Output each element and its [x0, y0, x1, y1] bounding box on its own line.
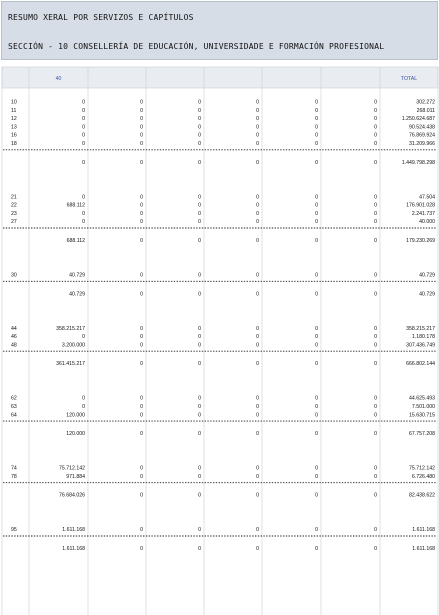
- cell-value: 0: [374, 124, 377, 131]
- cell-value: 0: [256, 325, 259, 332]
- cell-value: 0: [82, 116, 85, 123]
- subtotal-value: 0: [315, 431, 318, 438]
- cell-value: 0: [198, 325, 201, 332]
- subtotal-total: 82.438.622: [409, 492, 435, 499]
- row-total: 6.726.480: [411, 473, 435, 480]
- cell-value: 0: [82, 404, 85, 410]
- cell-value: 0: [198, 395, 201, 402]
- subtotal-total: 1.449.798.298: [401, 159, 435, 166]
- subtotal-value: 0: [256, 361, 259, 368]
- cell-value: 0: [140, 342, 143, 349]
- cell-value: 0: [315, 141, 318, 147]
- cell-value: 0: [374, 395, 377, 402]
- cell-value: 0: [82, 219, 85, 226]
- cell-value: 0: [198, 334, 201, 341]
- subtotal-value: 0: [256, 291, 259, 298]
- row-code: 46: [11, 334, 17, 341]
- subtotal-value: 0: [315, 291, 318, 298]
- subtotal-value: 0: [315, 238, 318, 244]
- row-total: 307.436.749: [406, 342, 435, 349]
- cell-value: 0: [256, 412, 259, 419]
- cell-value: 0: [315, 202, 318, 209]
- cell-value: 0: [256, 116, 259, 123]
- row-code: 95: [11, 527, 17, 534]
- subtotal-value: 1.611.168: [62, 546, 85, 552]
- cell-value: 0: [140, 412, 143, 419]
- cell-value: 0: [315, 334, 318, 341]
- subtotal-value: 0: [256, 431, 259, 438]
- cell-value: 0: [256, 210, 259, 217]
- cell-value: 0: [198, 272, 201, 279]
- row-total: 76.869.924: [409, 132, 435, 139]
- row-code: 21: [11, 194, 17, 201]
- subtotal-value: 40.729: [69, 291, 85, 298]
- row-total: 40.729: [419, 272, 435, 279]
- cell-value: 0: [140, 395, 143, 402]
- cell-value: 0: [374, 473, 377, 480]
- cell-value: 0: [256, 141, 259, 147]
- cell-value: 0: [256, 334, 259, 341]
- column-header-band: [2, 67, 438, 88]
- cell-value: 0: [82, 334, 85, 341]
- subtotal-value: 0: [140, 431, 143, 438]
- cell-value: 0: [198, 342, 201, 349]
- cell-value: 0: [82, 194, 85, 201]
- cell-value: 0: [82, 395, 85, 402]
- subtotal-value: 0: [198, 361, 201, 368]
- subtotal-value: 0: [374, 238, 377, 244]
- cell-value: 0: [315, 473, 318, 480]
- cell-value: 0: [315, 99, 318, 106]
- cell-value: 0: [140, 202, 143, 209]
- row-code: 30: [11, 272, 17, 279]
- cell-value: 0: [374, 325, 377, 332]
- cell-value: 0: [315, 194, 318, 201]
- subtotal-value: 0: [374, 291, 377, 298]
- row-total: 31.209.966: [409, 141, 435, 147]
- row-total: 268.011: [416, 107, 435, 114]
- cell-value: 0: [315, 404, 318, 410]
- cell-value: 0: [198, 465, 201, 472]
- cell-value: 0: [315, 107, 318, 114]
- cell-value: 0: [198, 219, 201, 226]
- cell-value: 0: [374, 272, 377, 279]
- subtotal-total: 67.757.208: [409, 431, 435, 438]
- cell-value: 0: [140, 99, 143, 106]
- row-code: 74: [11, 465, 17, 472]
- subtotal-value: 0: [198, 431, 201, 438]
- cell-value: 75.712.142: [59, 465, 85, 472]
- subtotal-total: 666.802.144: [406, 361, 435, 368]
- row-code: 12: [11, 116, 17, 123]
- cell-value: 358.215.217: [56, 325, 85, 332]
- cell-value: 0: [374, 132, 377, 139]
- cell-value: 0: [198, 473, 201, 480]
- cell-value: 0: [140, 404, 143, 410]
- cell-value: 0: [82, 141, 85, 147]
- subtotal-value: 0: [256, 546, 259, 552]
- column-header-total: TOTAL: [400, 76, 418, 82]
- subtotal-value: 0: [256, 492, 259, 499]
- section-title: SECCIÓN - 10 CONSELLERÍA DE EDUCACIÓN, UNIVERSIDADE E FORMACIÓN PROFESIONAL: [8, 42, 385, 51]
- row-total: 15.630.715: [409, 412, 435, 419]
- row-code: 62: [11, 395, 17, 402]
- cell-value: 0: [256, 395, 259, 402]
- row-total: 47.504: [419, 194, 435, 201]
- cell-value: 0: [256, 99, 259, 106]
- cell-value: 1.611.168: [62, 527, 85, 534]
- cell-value: 0: [198, 202, 201, 209]
- cell-value: 0: [315, 210, 318, 217]
- report-title: RESUMO XERAL POR SERVIZOS E CAPÍTULOS: [8, 13, 194, 22]
- row-code: 48: [11, 342, 17, 349]
- subtotal-value: 0: [256, 159, 259, 166]
- cell-value: 0: [82, 99, 85, 106]
- row-code: 16: [11, 132, 17, 139]
- row-total: 90.524.438: [409, 124, 435, 131]
- subtotal-value: 0: [374, 159, 377, 166]
- cell-value: 0: [315, 132, 318, 139]
- cell-value: 0: [82, 124, 85, 131]
- subtotal-value: 0: [374, 492, 377, 499]
- row-total: 358.215.217: [406, 325, 435, 332]
- cell-value: 0: [315, 219, 318, 226]
- cell-value: 0: [82, 107, 85, 114]
- cell-value: 0: [198, 124, 201, 131]
- subtotal-value: 0: [198, 291, 201, 298]
- cell-value: 0: [374, 210, 377, 217]
- subtotal-value: 0: [315, 361, 318, 368]
- cell-value: 0: [374, 107, 377, 114]
- cell-value: 0: [140, 219, 143, 226]
- cell-value: 0: [140, 527, 143, 534]
- cell-value: 0: [198, 132, 201, 139]
- subtotal-total: 40.729: [419, 291, 435, 298]
- cell-value: 0: [198, 527, 201, 534]
- cell-value: 0: [198, 404, 201, 410]
- row-total: 75.712.142: [409, 465, 435, 472]
- row-total: 176.901.028: [406, 202, 435, 209]
- cell-value: 0: [374, 404, 377, 410]
- cell-value: 0: [198, 194, 201, 201]
- subtotal-total: 1.611.168: [412, 546, 435, 552]
- subtotal-value: 0: [140, 492, 143, 499]
- row-total: 1.250.624.687: [401, 116, 435, 123]
- subtotal-value: 0: [374, 546, 377, 552]
- subtotal-value: 0: [198, 492, 201, 499]
- cell-value: 0: [140, 465, 143, 472]
- cell-value: 0: [140, 473, 143, 480]
- cell-value: 0: [374, 465, 377, 472]
- cell-value: 971.884: [66, 473, 85, 480]
- cell-value: 0: [374, 219, 377, 226]
- row-code: 27: [11, 219, 17, 226]
- cell-value: 0: [198, 210, 201, 217]
- subtotal-value: 0: [140, 361, 143, 368]
- cell-value: 0: [256, 132, 259, 139]
- cell-value: 0: [256, 527, 259, 534]
- cell-value: 0: [315, 412, 318, 419]
- subtotal-value: 0: [256, 238, 259, 244]
- cell-value: 0: [374, 334, 377, 341]
- subtotal-value: 0: [140, 546, 143, 552]
- row-code: 64: [11, 412, 17, 419]
- cell-value: 0: [198, 412, 201, 419]
- cell-value: 0: [374, 194, 377, 201]
- cell-value: 0: [140, 210, 143, 217]
- row-code: 63: [11, 404, 17, 410]
- row-code: 18: [11, 141, 17, 147]
- row-code: 44: [11, 325, 17, 332]
- cell-value: 0: [256, 404, 259, 410]
- cell-value: 0: [315, 527, 318, 534]
- cell-value: 0: [140, 124, 143, 131]
- row-code: 13: [11, 124, 17, 131]
- row-total: 7.501.000: [411, 404, 435, 410]
- cell-value: 3.200.000: [61, 342, 85, 349]
- cell-value: 0: [374, 116, 377, 123]
- cell-value: 0: [140, 334, 143, 341]
- cell-value: 0: [140, 116, 143, 123]
- subtotal-value: 0: [140, 159, 143, 166]
- cell-value: 0: [140, 272, 143, 279]
- cell-value: 0: [374, 527, 377, 534]
- subtotal-value: 0: [198, 159, 201, 166]
- row-total: 40.000: [419, 219, 435, 226]
- column-header-40: 40: [55, 76, 62, 82]
- cell-value: 0: [315, 325, 318, 332]
- subtotal-value: 361.415.217: [56, 361, 85, 368]
- cell-value: 0: [140, 325, 143, 332]
- subtotal-total: 179.230.269: [406, 238, 435, 244]
- row-total: 1.611.168: [412, 527, 435, 534]
- subtotal-value: 76.684.026: [59, 492, 85, 499]
- row-total: 1.180.178: [411, 334, 435, 341]
- cell-value: 0: [315, 116, 318, 123]
- subtotal-value: 0: [315, 159, 318, 166]
- row-total: 302.272: [416, 99, 435, 106]
- cell-value: 0: [198, 116, 201, 123]
- subtotal-value: 120.000: [66, 431, 85, 438]
- row-code: 23: [11, 210, 17, 217]
- cell-value: 0: [315, 465, 318, 472]
- cell-value: 0: [374, 141, 377, 147]
- cell-value: 0: [374, 412, 377, 419]
- subtotal-value: 0: [198, 238, 201, 244]
- cell-value: 120.000: [66, 412, 85, 419]
- subtotal-value: 0: [82, 159, 85, 166]
- row-total: 2.241.737: [411, 210, 435, 217]
- subtotal-value: 0: [315, 546, 318, 552]
- subtotal-value: 0: [374, 361, 377, 368]
- cell-value: 0: [374, 202, 377, 209]
- cell-value: 0: [198, 99, 201, 106]
- cell-value: 688.112: [66, 202, 85, 209]
- subtotal-value: 0: [374, 431, 377, 438]
- cell-value: 0: [256, 219, 259, 226]
- row-code: 11: [11, 107, 17, 114]
- cell-value: 0: [315, 342, 318, 349]
- subtotal-value: 0: [140, 291, 143, 298]
- cell-value: 0: [256, 465, 259, 472]
- subtotal-value: 0: [140, 238, 143, 244]
- cell-value: 0: [256, 202, 259, 209]
- cell-value: 0: [315, 272, 318, 279]
- subtotal-value: 0: [198, 546, 201, 552]
- cell-value: 0: [82, 210, 85, 217]
- cell-value: 0: [315, 395, 318, 402]
- cell-value: 0: [140, 141, 143, 147]
- row-code: 78: [11, 473, 17, 480]
- row-code: 22: [11, 202, 17, 209]
- row-code: 10: [11, 99, 17, 106]
- cell-value: 0: [256, 194, 259, 201]
- cell-value: 0: [198, 107, 201, 114]
- row-total: 44.625.493: [409, 395, 435, 402]
- cell-value: 0: [374, 342, 377, 349]
- cell-value: 0: [82, 132, 85, 139]
- subtotal-value: 0: [315, 492, 318, 499]
- cell-value: 0: [256, 124, 259, 131]
- cell-value: 40.729: [69, 272, 85, 279]
- cell-value: 0: [374, 99, 377, 106]
- cell-value: 0: [256, 272, 259, 279]
- cell-value: 0: [256, 473, 259, 480]
- cell-value: 0: [198, 141, 201, 147]
- cell-value: 0: [256, 107, 259, 114]
- cell-value: 0: [140, 132, 143, 139]
- subtotal-value: 688.112: [66, 238, 85, 244]
- cell-value: 0: [315, 124, 318, 131]
- cell-value: 0: [140, 194, 143, 201]
- cell-value: 0: [256, 342, 259, 349]
- cell-value: 0: [140, 107, 143, 114]
